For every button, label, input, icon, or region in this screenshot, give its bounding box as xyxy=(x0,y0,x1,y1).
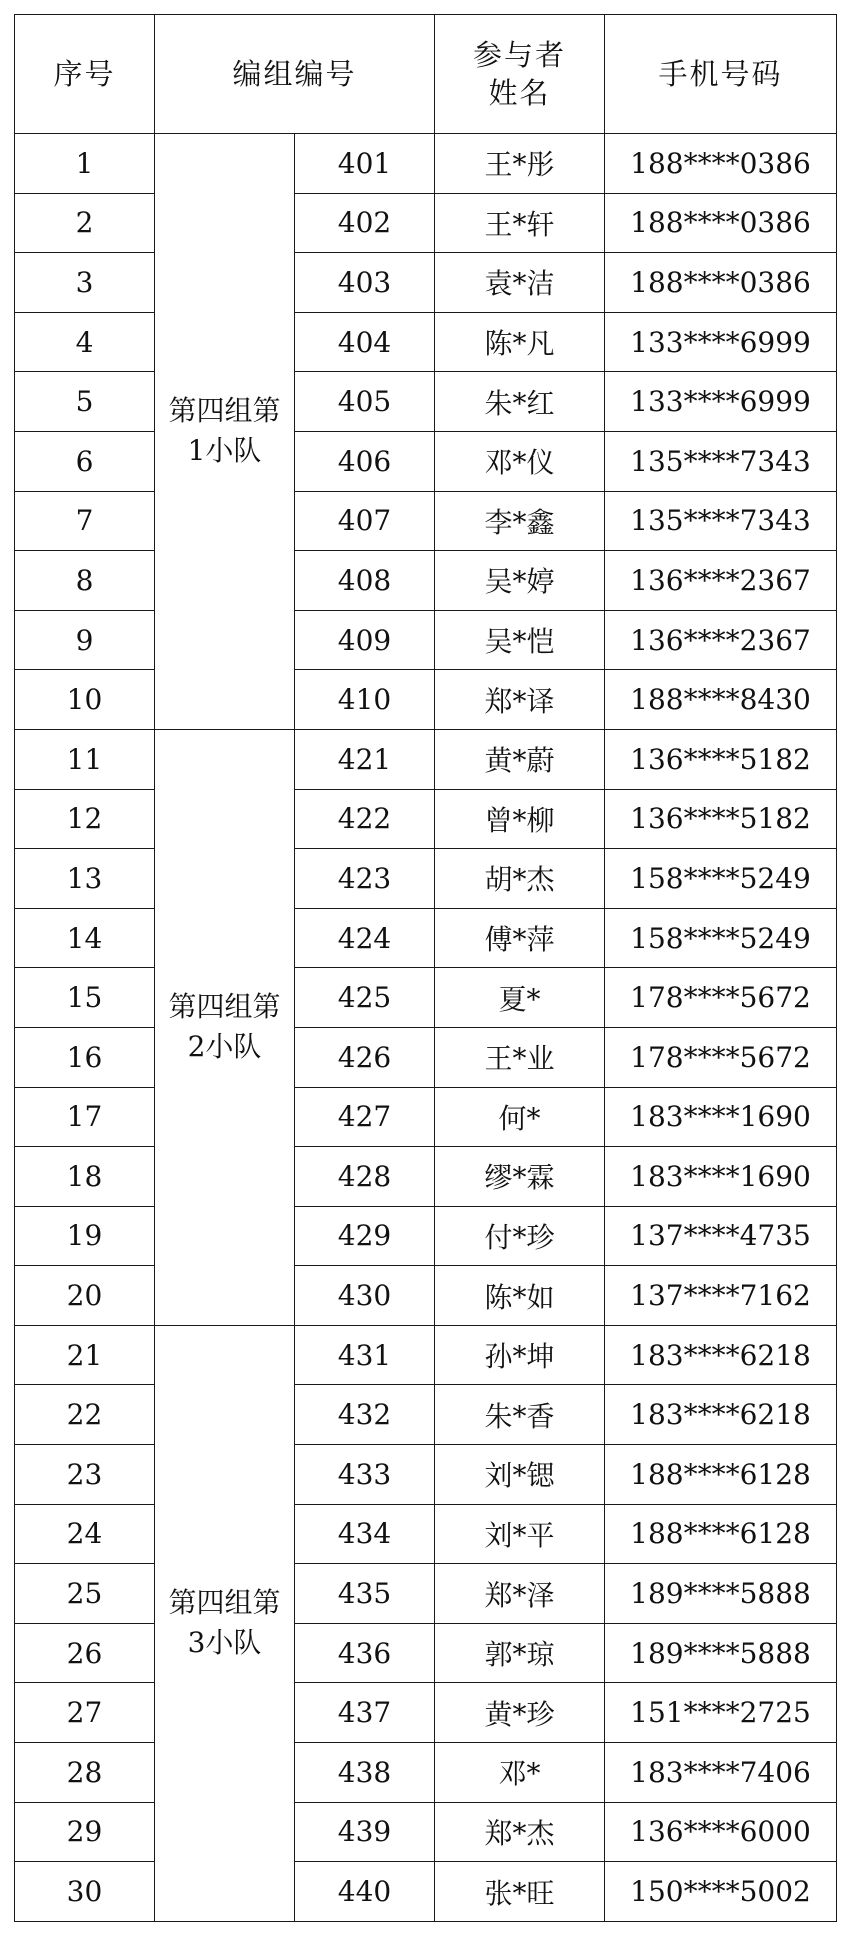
cell-participant-name: 胡*杰 xyxy=(435,849,605,909)
cell-code: 404 xyxy=(295,312,435,372)
cell-participant-name: 朱*香 xyxy=(435,1385,605,1445)
cell-phone: 188****0386 xyxy=(605,134,837,194)
cell-code: 426 xyxy=(295,1027,435,1087)
cell-code: 436 xyxy=(295,1623,435,1683)
cell-participant-name: 缪*霖 xyxy=(435,1147,605,1207)
cell-phone: 133****6999 xyxy=(605,372,837,432)
cell-code: 425 xyxy=(295,968,435,1028)
cell-code: 440 xyxy=(295,1862,435,1922)
cell-participant-name: 张*旺 xyxy=(435,1862,605,1922)
cell-phone: 137****4735 xyxy=(605,1206,837,1266)
cell-code: 430 xyxy=(295,1266,435,1326)
table-row xyxy=(15,1504,837,1564)
cell-phone: 189****5888 xyxy=(605,1623,837,1683)
cell-participant-name: 傅*萍 xyxy=(435,908,605,968)
table-row xyxy=(15,968,837,1028)
cell-phone: 178****5672 xyxy=(605,1027,837,1087)
cell-seq: 15 xyxy=(15,968,155,1028)
cell-seq: 10 xyxy=(15,670,155,730)
table-row xyxy=(15,610,837,670)
cell-seq: 3 xyxy=(15,253,155,313)
cell-code: 428 xyxy=(295,1147,435,1207)
cell-phone: 151****2725 xyxy=(605,1683,837,1743)
cell-group-name xyxy=(155,729,295,1325)
cell-participant-name: 刘*平 xyxy=(435,1504,605,1564)
cell-phone: 136****6000 xyxy=(605,1802,837,1862)
cell-code: 407 xyxy=(295,491,435,551)
cell-code: 435 xyxy=(295,1564,435,1624)
header-participant-name xyxy=(435,15,605,134)
cell-phone: 136****5182 xyxy=(605,789,837,849)
cell-group-name xyxy=(155,134,295,730)
cell-seq: 17 xyxy=(15,1087,155,1147)
group-name-line2: 3小队 xyxy=(187,1626,262,1660)
cell-code: 406 xyxy=(295,431,435,491)
cell-phone: 189****5888 xyxy=(605,1564,837,1624)
cell-phone: 150****5002 xyxy=(605,1862,837,1922)
cell-seq: 4 xyxy=(15,312,155,372)
cell-participant-name: 刘*锶 xyxy=(435,1445,605,1505)
group-name-line1: 第四组第 xyxy=(168,990,281,1024)
cell-phone: 183****1690 xyxy=(605,1147,837,1207)
cell-seq: 20 xyxy=(15,1266,155,1326)
table-row xyxy=(15,1206,837,1266)
cell-seq: 24 xyxy=(15,1504,155,1564)
cell-participant-name: 朱*红 xyxy=(435,372,605,432)
cell-participant-name: 孙*坤 xyxy=(435,1325,605,1385)
cell-participant-name: 夏* xyxy=(435,968,605,1028)
cell-participant-name: 郑*泽 xyxy=(435,1564,605,1624)
cell-participant-name: 何* xyxy=(435,1087,605,1147)
group-name-line2: 2小队 xyxy=(187,1030,262,1064)
table-row xyxy=(15,491,837,551)
table-row xyxy=(15,1027,837,1087)
table-row xyxy=(15,908,837,968)
roster-table xyxy=(14,14,837,1922)
table-row xyxy=(15,312,837,372)
cell-phone: 188****0386 xyxy=(605,253,837,313)
header-name-line1: 参与者 xyxy=(473,38,567,72)
cell-participant-name: 邓* xyxy=(435,1743,605,1803)
table-row xyxy=(15,670,837,730)
cell-seq: 6 xyxy=(15,431,155,491)
table-row xyxy=(15,1385,837,1445)
cell-participant-name: 郑*杰 xyxy=(435,1802,605,1862)
cell-code: 409 xyxy=(295,610,435,670)
cell-phone: 178****5672 xyxy=(605,968,837,1028)
group-name-line2: 1小队 xyxy=(187,434,262,468)
table-row xyxy=(15,1445,837,1505)
table-row xyxy=(15,372,837,432)
table-row xyxy=(15,849,837,909)
cell-seq: 25 xyxy=(15,1564,155,1624)
roster-body xyxy=(15,134,837,1922)
cell-participant-name: 郭*琼 xyxy=(435,1623,605,1683)
cell-participant-name: 郑*译 xyxy=(435,670,605,730)
cell-seq: 1 xyxy=(15,134,155,194)
cell-participant-name: 曾*柳 xyxy=(435,789,605,849)
group-name-line1: 第四组第 xyxy=(168,1586,281,1620)
table-row xyxy=(15,1147,837,1207)
cell-code: 421 xyxy=(295,729,435,789)
cell-phone: 188****0386 xyxy=(605,193,837,253)
cell-seq: 18 xyxy=(15,1147,155,1207)
cell-phone: 135****7343 xyxy=(605,491,837,551)
cell-code: 437 xyxy=(295,1683,435,1743)
cell-phone: 183****7406 xyxy=(605,1743,837,1803)
table-row xyxy=(15,1325,837,1385)
table-row xyxy=(15,1802,837,1862)
table-row xyxy=(15,134,837,194)
cell-phone: 158****5249 xyxy=(605,849,837,909)
cell-phone: 158****5249 xyxy=(605,908,837,968)
table-row xyxy=(15,1862,837,1922)
cell-phone: 188****8430 xyxy=(605,670,837,730)
cell-group-name xyxy=(155,1325,295,1921)
cell-participant-name: 黄*蔚 xyxy=(435,729,605,789)
cell-phone: 136****5182 xyxy=(605,729,837,789)
cell-phone: 188****6128 xyxy=(605,1504,837,1564)
cell-seq: 16 xyxy=(15,1027,155,1087)
header-phone: 手机号码 xyxy=(605,15,837,134)
cell-seq: 21 xyxy=(15,1325,155,1385)
table-row xyxy=(15,431,837,491)
cell-participant-name: 付*珍 xyxy=(435,1206,605,1266)
cell-participant-name: 黄*珍 xyxy=(435,1683,605,1743)
cell-code: 401 xyxy=(295,134,435,194)
cell-code: 402 xyxy=(295,193,435,253)
cell-seq: 13 xyxy=(15,849,155,909)
table-row xyxy=(15,1564,837,1624)
cell-phone: 136****2367 xyxy=(605,551,837,611)
group-name-line1: 第四组第 xyxy=(168,394,281,428)
cell-phone: 137****7162 xyxy=(605,1266,837,1326)
cell-code: 431 xyxy=(295,1325,435,1385)
table-row xyxy=(15,1743,837,1803)
table-row xyxy=(15,789,837,849)
header-row xyxy=(15,15,837,134)
cell-code: 408 xyxy=(295,551,435,611)
table-row xyxy=(15,551,837,611)
header-name-line2: 姓名 xyxy=(488,76,551,110)
header-seq: 序号 xyxy=(15,15,155,134)
cell-participant-name: 陈*如 xyxy=(435,1266,605,1326)
cell-participant-name: 王*轩 xyxy=(435,193,605,253)
cell-seq: 22 xyxy=(15,1385,155,1445)
cell-code: 427 xyxy=(295,1087,435,1147)
table-row xyxy=(15,1087,837,1147)
cell-seq: 11 xyxy=(15,729,155,789)
table-row xyxy=(15,253,837,313)
table-row xyxy=(15,1266,837,1326)
cell-code: 422 xyxy=(295,789,435,849)
cell-code: 433 xyxy=(295,1445,435,1505)
cell-participant-name: 王*业 xyxy=(435,1027,605,1087)
cell-code: 410 xyxy=(295,670,435,730)
cell-code: 403 xyxy=(295,253,435,313)
cell-seq: 14 xyxy=(15,908,155,968)
cell-code: 439 xyxy=(295,1802,435,1862)
cell-code: 438 xyxy=(295,1743,435,1803)
cell-seq: 30 xyxy=(15,1862,155,1922)
cell-seq: 9 xyxy=(15,610,155,670)
cell-seq: 19 xyxy=(15,1206,155,1266)
cell-participant-name: 邓*仪 xyxy=(435,431,605,491)
cell-phone: 183****1690 xyxy=(605,1087,837,1147)
cell-code: 434 xyxy=(295,1504,435,1564)
cell-phone: 133****6999 xyxy=(605,312,837,372)
table-row xyxy=(15,1623,837,1683)
cell-code: 423 xyxy=(295,849,435,909)
cell-phone: 136****2367 xyxy=(605,610,837,670)
cell-seq: 26 xyxy=(15,1623,155,1683)
header-group-no: 编组编号 xyxy=(155,15,435,134)
table-row xyxy=(15,729,837,789)
cell-phone: 135****7343 xyxy=(605,431,837,491)
cell-seq: 7 xyxy=(15,491,155,551)
table-row xyxy=(15,193,837,253)
cell-seq: 2 xyxy=(15,193,155,253)
cell-seq: 28 xyxy=(15,1743,155,1803)
cell-code: 429 xyxy=(295,1206,435,1266)
cell-code: 424 xyxy=(295,908,435,968)
cell-seq: 27 xyxy=(15,1683,155,1743)
cell-seq: 23 xyxy=(15,1445,155,1505)
cell-seq: 12 xyxy=(15,789,155,849)
cell-participant-name: 陈*凡 xyxy=(435,312,605,372)
cell-participant-name: 吴*恺 xyxy=(435,610,605,670)
cell-phone: 183****6218 xyxy=(605,1325,837,1385)
cell-participant-name: 王*彤 xyxy=(435,134,605,194)
cell-seq: 8 xyxy=(15,551,155,611)
cell-phone: 183****6218 xyxy=(605,1385,837,1445)
cell-seq: 29 xyxy=(15,1802,155,1862)
table-row xyxy=(15,1683,837,1743)
cell-phone: 188****6128 xyxy=(605,1445,837,1505)
cell-participant-name: 李*鑫 xyxy=(435,491,605,551)
cell-code: 432 xyxy=(295,1385,435,1445)
cell-participant-name: 袁*洁 xyxy=(435,253,605,313)
cell-seq: 5 xyxy=(15,372,155,432)
cell-code: 405 xyxy=(295,372,435,432)
cell-participant-name: 吴*婷 xyxy=(435,551,605,611)
